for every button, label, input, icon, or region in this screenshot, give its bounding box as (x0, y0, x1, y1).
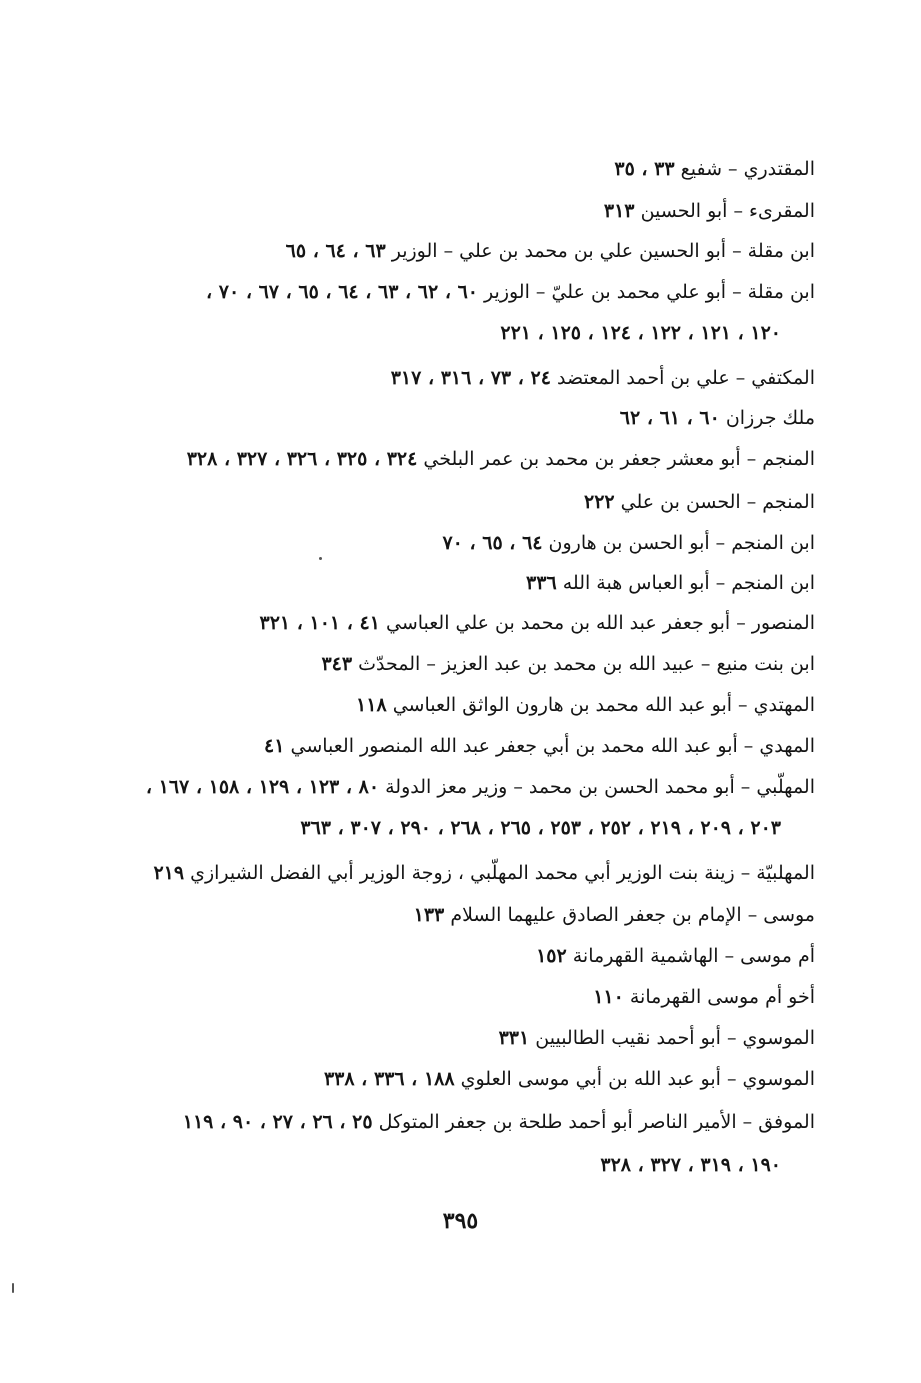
index-entry (324, 1066, 815, 1092)
entry-pages: ١٩٠ ، ٣١٩ ، ٣٢٧ ، ٣٢٨ (600, 1154, 781, 1176)
entry-name: ابن بنت منيع – عبيد الله بن محمد بن عبد العزيز – المحدّث (358, 653, 815, 675)
entry-name: المنجم – الحسن بن علي (620, 491, 815, 513)
entry-pages: ٢٥ ، ٢٦ ، ٢٧ ، ٩٠ ، ١١٩ (182, 1111, 373, 1133)
entry-pages: ٣٣ ، ٣٥ (614, 158, 675, 180)
entry-pages: ٣٣٦ (526, 572, 557, 594)
entry-name: المقتدري – شفيع (680, 158, 815, 180)
index-entry (286, 238, 815, 264)
index-entry (153, 860, 815, 886)
entry-pages: ٣٢٤ ، ٣٢٥ ، ٣٢٦ ، ٣٢٧ ، ٣٢٨ (186, 448, 418, 470)
entry-pages: ٦٠ ، ٦٢ ، ٦٣ ، ٦٤ ، ٦٥ ، ٦٧ ، ٧٠ ، (206, 281, 478, 303)
scan-speck (319, 557, 322, 560)
entry-pages: ١٢٠ ، ١٢١ ، ١٢٢ ، ١٢٤ ، ١٢٥ ، ٢٢١ (500, 322, 781, 344)
index-entry (536, 943, 815, 969)
entry-name: المهلّبي – أبو محمد الحسن بن محمد – وزير معز الدولة (385, 776, 815, 798)
entry-pages: ١٥٢ (536, 945, 567, 967)
entry-name: ابن المنجم – أبو الحسن بن هارون (548, 532, 815, 554)
index-entry (183, 1109, 815, 1135)
index-entry (414, 902, 815, 928)
entry-pages: ٦٤ ، ٦٥ ، ٧٠ (442, 532, 543, 554)
index-entry (499, 1025, 815, 1051)
index-entry (187, 446, 815, 472)
index-entry (614, 156, 815, 182)
entry-pages: ٣١٣ (603, 200, 635, 222)
entry-name: المهلبيّة – زينة بنت الوزير أبي محمد المهلّبي ، زوجة الوزير أبي الفضل الشيرازي (190, 862, 815, 884)
entry-pages: ١١٨ (356, 694, 387, 716)
entry-pages: ٤١ (264, 735, 285, 757)
entry-pages: ٦٣ ، ٦٤ ، ٦٥ (285, 240, 386, 262)
entry-pages: ٢١٩ (153, 862, 185, 884)
page-number: ٣٩٥ (442, 1208, 479, 1234)
entry-name: المهتدي – أبو عبد الله محمد بن هارون الواثق العباسي (392, 694, 815, 716)
index-entry (620, 405, 815, 431)
entry-name: المقرىء – أبو الحسين (640, 200, 815, 222)
entry-pages: ٢٠٣ ، ٢٠٩ ، ٢١٩ ، ٢٥٢ ، ٢٥٣ ، ٢٦٥ ، ٢٦٨ ، ٢٩٠ ، ٣٠٧ ، ٣٦٣ (300, 817, 781, 839)
index-entry (264, 733, 815, 759)
entry-name: المهدي – أبو عبد الله محمد بن أبي جعفر عبد الله المنصور العباسي (290, 735, 815, 757)
index-entry (206, 279, 815, 305)
entry-name: الموفق – الأمير الناصر أبو أحمد طلحة بن جعفر المتوكل (378, 1111, 815, 1133)
entry-pages: ١٣٣ (413, 904, 445, 926)
index-entry (260, 610, 815, 636)
entry-pages: ٢٤ ، ٧٣ ، ٣١٦ ، ٣١٧ (390, 367, 551, 389)
entry-name: أم موسى – الهاشمية القهرمانة (572, 945, 815, 967)
entry-name: ابن المنجم – أبو العباس هبة الله (562, 572, 815, 594)
entry-pages: ١٨٨ ، ٣٣٦ ، ٣٣٨ (323, 1068, 455, 1090)
entry-name: المكتفي – علي بن أحمد المعتضد (556, 367, 815, 389)
index-entry-continuation (500, 320, 781, 346)
entry-name: ابن مقلة – أبو علي محمد بن عليّ – الوزير (484, 281, 815, 303)
scan-speck (12, 1283, 14, 1293)
index-entry (391, 365, 815, 391)
entry-pages: ٣٣١ (498, 1027, 530, 1049)
entry-name: موسى – الإمام بن جعفر الصادق عليهما السلام (450, 904, 815, 926)
entry-pages: ٦٠ ، ٦١ ، ٦٢ (619, 407, 720, 429)
entry-pages: ٢٢٢ (584, 491, 615, 513)
index-entry (356, 692, 815, 718)
entry-name: ملك جرزان (725, 407, 815, 429)
index-entry (442, 530, 815, 556)
entry-pages: ٤١ ، ١٠١ ، ٣٢١ (259, 612, 380, 634)
index-entry (584, 489, 815, 515)
entry-pages: ٣٤٣ (321, 653, 353, 675)
entry-name: المنجم – أبو معشر جعفر بن محمد بن عمر البلخي (423, 448, 815, 470)
index-entry-continuation (300, 815, 781, 841)
index-entry (604, 198, 815, 224)
entry-name: الموسوي – أبو أحمد نقيب الطالبيين (535, 1027, 815, 1049)
index-entry-continuation (600, 1152, 781, 1178)
index-entry (526, 570, 815, 596)
entry-name: الموسوي – أبو عبد الله بن أبي موسى العلوي (460, 1068, 815, 1090)
index-entry (593, 984, 815, 1010)
entry-pages: ١١٠ (593, 986, 624, 1008)
entry-name: المنصور – أبو جعفر عبد الله بن محمد بن علي العباسي (385, 612, 815, 634)
entry-name: ابن مقلة – أبو الحسين علي بن محمد بن علي – الوزير (391, 240, 815, 262)
entry-pages: ٨٠ ، ١٢٣ ، ١٢٩ ، ١٥٨ ، ١٦٧ ، (145, 776, 380, 798)
index-entry (321, 651, 815, 677)
index-entry (146, 774, 815, 800)
entry-name: أخو أم موسى القهرمانة (629, 986, 815, 1008)
